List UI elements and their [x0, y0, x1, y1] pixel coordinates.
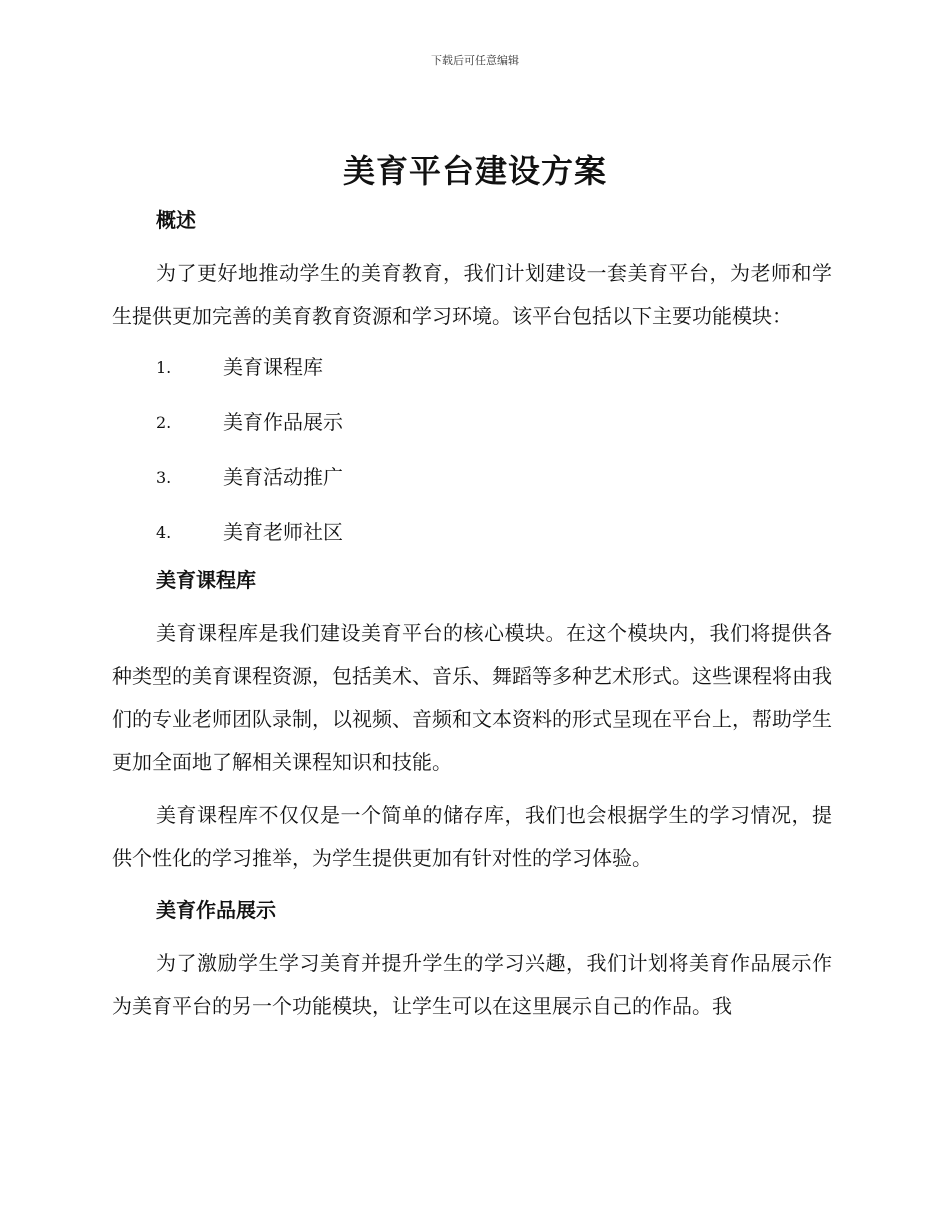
list-item-text: 美育作品展示: [223, 410, 343, 434]
list-item-text: 美育活动推广: [223, 465, 343, 489]
section-heading-works-display: 美育作品展示: [156, 898, 276, 922]
list-item-number: 2.: [156, 413, 172, 432]
document-body: [112, 200, 832, 1028]
section-heading-course-library: 美育课程库: [156, 568, 256, 592]
course-library-paragraph-1: 美育课程库是我们建设美育平台的核心模块。在这个模块内，我们将提供各种类型的美育课程资源，包括美术、音乐、舞蹈等多种艺术形式。这些课程将由我们的专业老师团队录制，以视频、音频和文本资料的形式呈现在平台上，帮助学生更加全面地了解相关课程知识和技能。: [112, 621, 832, 774]
overview-paragraph: 为了更好地推动学生的美育教育，我们计划建设一套美育平台，为老师和学生提供更加完善的美育教育资源和学习环境。该平台包括以下主要功能模块：: [112, 261, 832, 328]
list-item-number: 1.: [156, 358, 172, 377]
list-item-number: 3.: [156, 468, 172, 487]
list-item-text: 美育老师社区: [223, 520, 343, 544]
list-item-text: 美育课程库: [223, 355, 323, 379]
list-item: [112, 450, 832, 505]
section-heading-overview: 概述: [156, 208, 196, 232]
document-title: 美育平台建设方案: [342, 152, 607, 190]
page-header-note: 下载后可任意编辑: [431, 54, 519, 67]
course-library-paragraph-2: 美育课程库不仅仅是一个简单的储存库，我们也会根据学生的学习情况，提供个性化的学习推举，为学生提供更加有针对性的学习体验。: [112, 803, 832, 870]
list-item: [112, 505, 832, 560]
list-item-number: 4.: [156, 523, 172, 542]
module-list: [112, 340, 832, 560]
list-item: [112, 395, 832, 450]
works-display-paragraph-1: 为了激励学生学习美育并提升学生的学习兴趣，我们计划将美育作品展示作为美育平台的另一个功能模块，让学生可以在这里展示自己的作品。我: [112, 951, 832, 1018]
list-item: [112, 340, 832, 395]
